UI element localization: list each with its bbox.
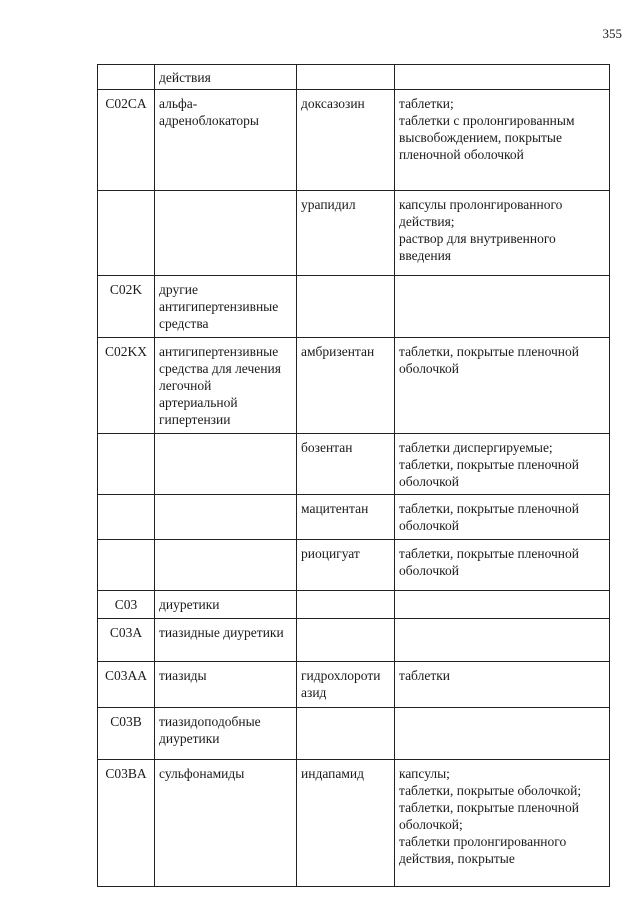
table-row <box>98 708 610 759</box>
group-cell: тиазиды <box>155 662 297 708</box>
dosage-form-cell <box>395 759 610 886</box>
group-cell <box>155 539 297 590</box>
group-cell <box>155 434 297 495</box>
table-row <box>98 65 610 90</box>
dosage-form-cell <box>395 618 610 661</box>
inn-cell: бозентан <box>297 434 395 495</box>
dosage-form-cell <box>395 662 610 708</box>
inn-cell <box>297 618 395 661</box>
inn-cell <box>297 65 395 90</box>
group-cell: тиазидоподобные диуретики <box>155 708 297 759</box>
atc-code-cell <box>98 434 155 495</box>
dosage-form-cell <box>395 338 610 434</box>
group-cell: диуретики <box>155 591 297 618</box>
atc-code-cell <box>98 191 155 276</box>
atc-code-cell: C03AA <box>98 662 155 708</box>
inn-cell: индапамид <box>297 759 395 886</box>
dosage-form-cell <box>395 539 610 590</box>
group-cell: сульфонамиды <box>155 759 297 886</box>
dosage-form-line: таблетки диспергируемые; <box>399 440 553 456</box>
atc-code-cell: C02CA <box>98 90 155 191</box>
table-row <box>98 618 610 661</box>
table-row <box>98 338 610 434</box>
group-cell: тиазидные диуретики <box>155 618 297 661</box>
dosage-form-line: таблетки с пролонгированным высвобождением, покрытые пленочной оболочкой <box>399 113 575 163</box>
atc-code-cell: C02KX <box>98 338 155 434</box>
dosage-form-cell <box>395 494 610 539</box>
dosage-form-cell <box>395 591 610 618</box>
dosage-form-cell <box>395 275 610 338</box>
atc-code-cell: C03B <box>98 708 155 759</box>
group-cell <box>155 191 297 276</box>
dosage-form-line: капсулы; <box>399 765 450 781</box>
dosage-form-cell <box>395 708 610 759</box>
table-row <box>98 90 610 191</box>
inn-cell: урапидил <box>297 191 395 276</box>
dosage-form-line: таблетки пролонгированного действия, покрытые <box>399 833 567 866</box>
atc-code-cell <box>98 539 155 590</box>
inn-cell: гидрохлороти азид <box>297 662 395 708</box>
inn-cell <box>297 591 395 618</box>
dosage-form-cell <box>395 434 610 495</box>
drug-table <box>97 64 610 887</box>
inn-cell: доксазозин <box>297 90 395 191</box>
inn-cell <box>297 708 395 759</box>
inn-cell: риоцигуат <box>297 539 395 590</box>
dosage-form-line: таблетки, покрытые оболочкой; <box>399 782 582 798</box>
table-row <box>98 591 610 618</box>
table-row <box>98 434 610 495</box>
dosage-form-line: таблетки, покрытые пленочной оболочкой <box>399 344 580 377</box>
group-cell: действия <box>155 65 297 90</box>
group-cell <box>155 494 297 539</box>
inn-cell: амбризентан <box>297 338 395 434</box>
dosage-form-line: таблетки <box>399 668 451 683</box>
table-row <box>98 759 610 886</box>
inn-cell: мацитентан <box>297 494 395 539</box>
table-row <box>98 539 610 590</box>
atc-code-cell <box>98 65 155 90</box>
atc-code-cell: C03A <box>98 618 155 661</box>
group-cell: антигипертензивные средства для лечения легочной артериальной гипертензии <box>155 338 297 434</box>
dosage-form-cell <box>395 65 610 90</box>
atc-code-cell: C02K <box>98 275 155 338</box>
table-row <box>98 662 610 708</box>
atc-code-cell: C03 <box>98 591 155 618</box>
dosage-form-cell <box>395 191 610 276</box>
page-number: 355 <box>602 26 622 41</box>
dosage-form-line: таблетки, покрытые пленочной оболочкой <box>399 500 580 533</box>
dosage-form-line: капсулы пролонгированного действия; <box>399 197 563 230</box>
dosage-form-line: таблетки; <box>399 96 454 112</box>
dosage-form-line: раствор для внутривенного введения <box>399 231 556 264</box>
dosage-form-line: таблетки, покрытые пленочной оболочкой <box>399 457 580 490</box>
table-row <box>98 191 610 276</box>
group-cell: альфа-адреноблокаторы <box>155 90 297 191</box>
table-row <box>98 494 610 539</box>
atc-code-cell: C03BA <box>98 759 155 886</box>
dosage-form-cell <box>395 90 610 191</box>
dosage-form-line: таблетки, покрытые пленочной оболочкой <box>399 545 580 578</box>
dosage-form-line: таблетки, покрытые пленочной оболочкой; <box>399 799 580 832</box>
table-row <box>98 275 610 338</box>
group-cell: другие антигипертензивные средства <box>155 275 297 338</box>
atc-code-cell <box>98 494 155 539</box>
inn-cell <box>297 275 395 338</box>
